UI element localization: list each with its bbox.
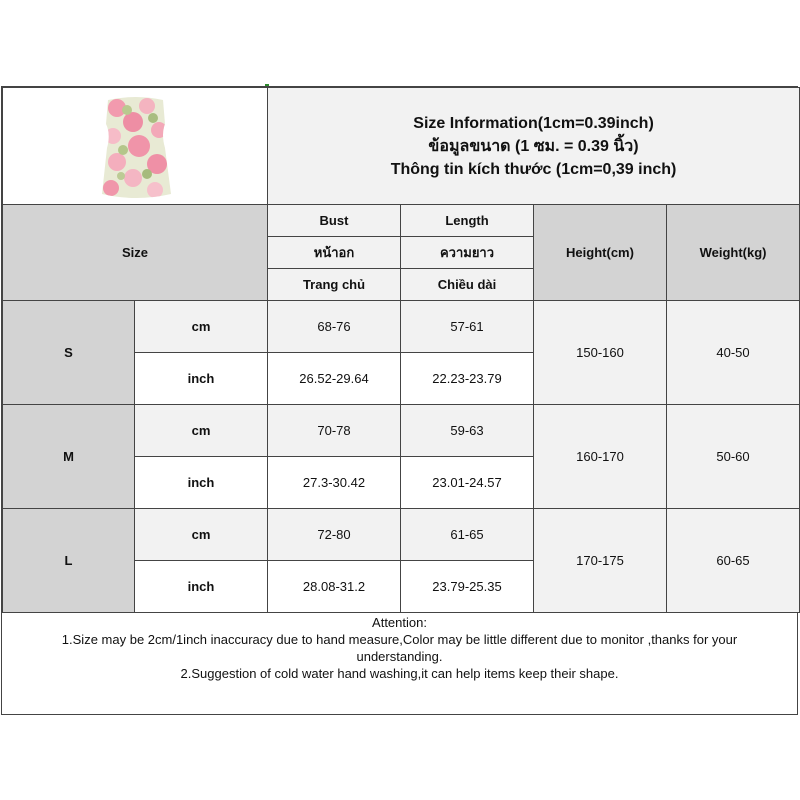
- bust-header-en: Bust: [268, 205, 401, 237]
- length-header-vi: Chiều dài: [401, 269, 534, 301]
- height-value: 170-175: [534, 509, 667, 613]
- length-header-en: Length: [401, 205, 534, 237]
- unit-label: inch: [135, 457, 268, 509]
- attention-line-2: 2.Suggestion of cold water hand washing,it can help items keep their shape.: [180, 666, 619, 681]
- unit-label: inch: [135, 353, 268, 405]
- bust-header-vi: Trang chủ: [268, 269, 401, 301]
- bust-inch: 27.3-30.42: [268, 457, 401, 509]
- weight-header: Weight(kg): [667, 205, 800, 301]
- weight-value: 60-65: [667, 509, 800, 613]
- bust-inch: 28.08-31.2: [268, 561, 401, 613]
- weight-value: 50-60: [667, 405, 800, 509]
- length-cm: 59-63: [401, 405, 534, 457]
- product-image: [77, 90, 195, 203]
- unit-label: cm: [135, 509, 268, 561]
- dress-icon: [77, 90, 195, 203]
- length-header-th: ความยาว: [401, 237, 534, 269]
- table-row: [3, 405, 800, 457]
- bust-cm: 68-76: [268, 301, 401, 353]
- size-label: S: [3, 301, 135, 405]
- length-cm: 61-65: [401, 509, 534, 561]
- title-english: Size Information(1cm=0.39inch): [413, 114, 654, 132]
- unit-label: cm: [135, 301, 268, 353]
- length-inch: 23.01-24.57: [401, 457, 534, 509]
- attention-note: [2, 612, 797, 682]
- size-table: [2, 87, 800, 613]
- bust-cm: 72-80: [268, 509, 401, 561]
- weight-value: 40-50: [667, 301, 800, 405]
- length-inch: 23.79-25.35: [401, 561, 534, 613]
- bust-inch: 26.52-29.64: [268, 353, 401, 405]
- bust-cm: 70-78: [268, 405, 401, 457]
- size-label: L: [3, 509, 135, 613]
- header-title-cell: [268, 88, 800, 205]
- title-vietnamese: Thông tin kích thước (1cm=0,39 inch): [390, 160, 677, 178]
- length-inch: 22.23-23.79: [401, 353, 534, 405]
- attention-line-1: 1.Size may be 2cm/1inch inaccuracy due to hand measure,Color may be little different due to monitor ,thanks for your understanding.: [61, 632, 738, 664]
- table-row: [3, 509, 800, 561]
- product-image-cell: [3, 88, 268, 205]
- height-value: 150-160: [534, 301, 667, 405]
- unit-label: cm: [135, 405, 268, 457]
- height-value: 160-170: [534, 405, 667, 509]
- unit-label: inch: [135, 561, 268, 613]
- height-header: Height(cm): [534, 205, 667, 301]
- table-row: [3, 301, 800, 353]
- size-header: Size: [3, 205, 268, 301]
- size-chart: [1, 86, 798, 715]
- attention-heading: Attention:: [372, 615, 427, 630]
- size-label: M: [3, 405, 135, 509]
- bust-header-th: หน้าอก: [268, 237, 401, 269]
- title-thai: ข้อมูลขนาด (1 ซม. = 0.39 นิ้ว): [428, 137, 639, 155]
- length-cm: 57-61: [401, 301, 534, 353]
